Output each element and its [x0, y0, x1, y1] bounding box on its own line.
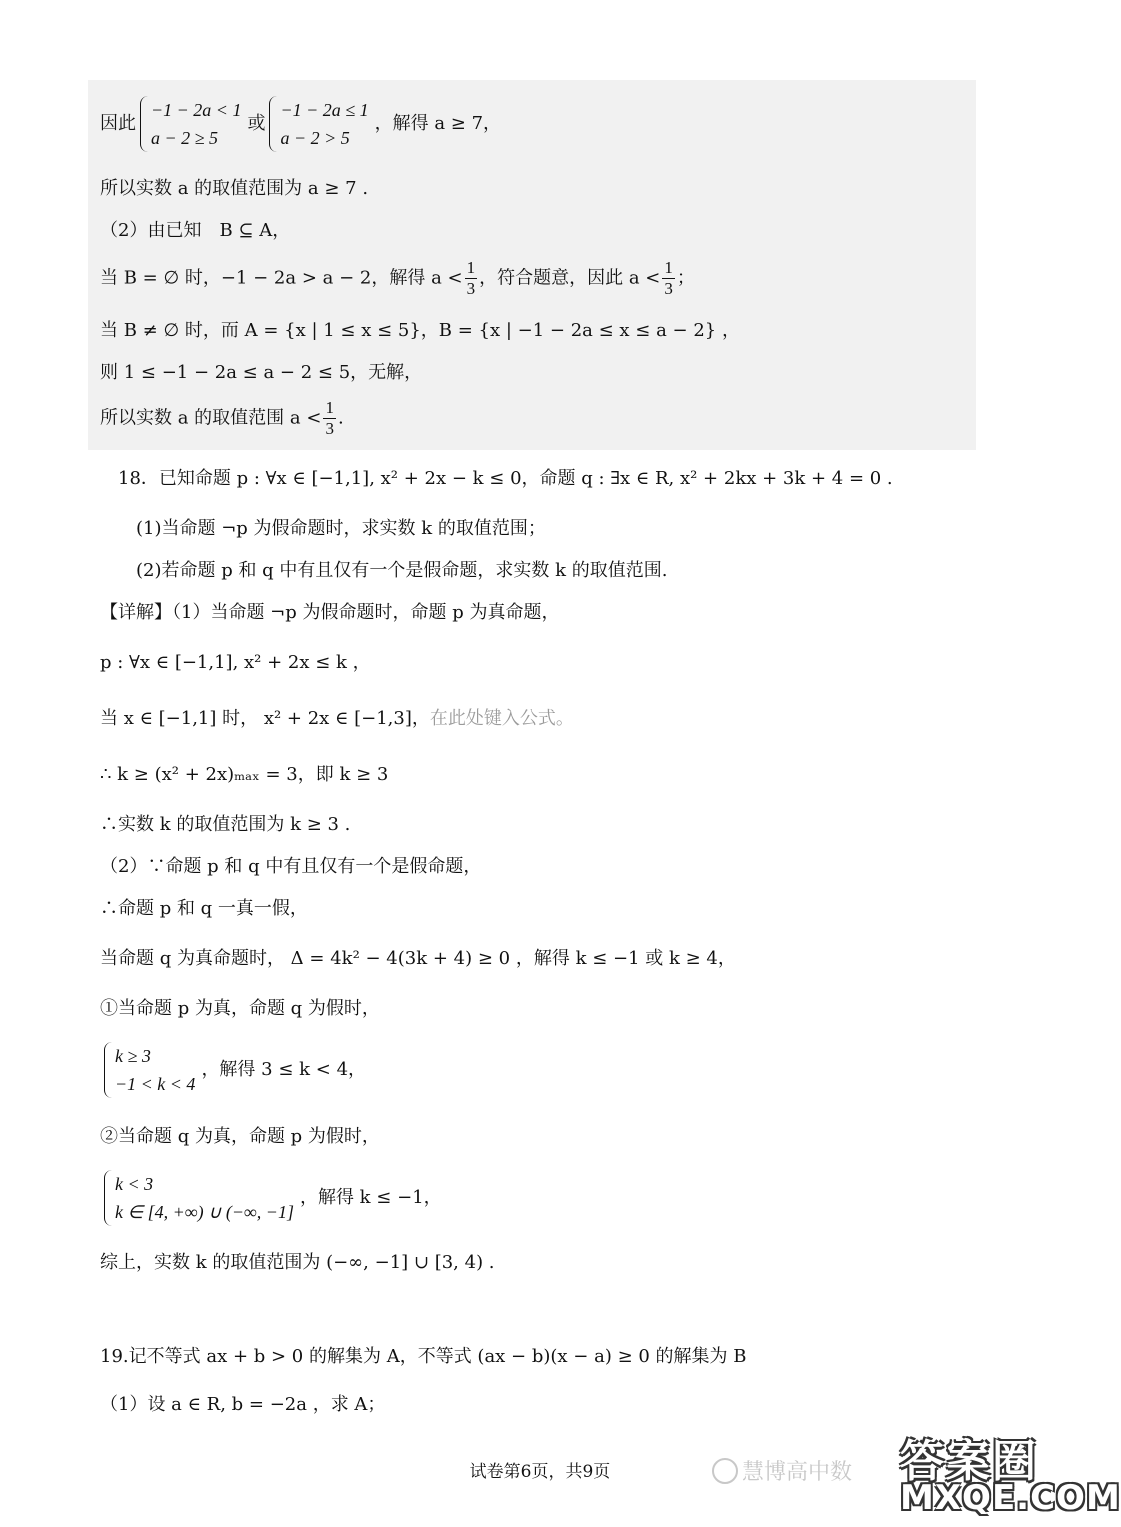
fraction-one-third: $\frac{1}{3}$ — [466, 258, 476, 298]
sol18-line-11: ②当命题 q 为真，命题 p 为假时， — [100, 1126, 380, 1147]
inequality-system-2: −1 − 2a ≤ 1 a − 2 > 5 — [269, 96, 372, 152]
inequality-system-1: −1 − 2a < 1 a − 2 ≥ 5 — [140, 96, 245, 152]
sol17-line-2: 所以实数 a 的取值范围为 a ≥ 7 . — [100, 178, 369, 199]
inequality-system-4: k < 3 k ∈ [4, +∞) ∪ (−∞, −1] — [104, 1170, 298, 1226]
sol17-line-7: 所以实数 a 的取值范围 a < $\frac{1}{3}$ . — [100, 398, 344, 438]
sol18-line-2: p : ∀x ∈ [−1,1], x² + 2x ≤ k ， — [100, 652, 371, 673]
sol18-line-10: k ≥ 3 −1 < k < 4 ，解得 3 ≤ k < 4， — [100, 1042, 366, 1098]
question-18-part-2: (2)若命题 p 和 q 中有且仅有一个是假命题，求实数 k 的取值范围. — [136, 560, 668, 581]
sol17-line-4: 当 B = ∅ 时，−1 − 2a > a − 2，解得 a < $\frac{1}{3}$ ，符合题意，因此 a < $\frac{1}{3}$ ； — [100, 258, 695, 298]
site-logo-top: 答案圈 — [900, 1436, 1038, 1487]
sol18-line-5: ∴实数 k 的取值范围为 k ≥ 3 . — [100, 814, 351, 835]
question-19-part-1: （1）设 a ∈ R, b = −2a ，求 A； — [100, 1394, 386, 1415]
fraction-one-third: $\frac{1}{3}$ — [664, 258, 673, 298]
question-18-stem: 18．已知命题 p : ∀x ∈ [−1,1], x² + 2x − k ≤ 0，命题 q : ∃x ∈ R, x² + 2kx + 3k + 4 = 0 . — [118, 468, 893, 489]
equation-placeholder-text: 在此处键入公式。 — [429, 708, 574, 729]
sol18-line-7: ∴命题 p 和 q 一真一假， — [100, 898, 308, 919]
inequality-system-3: k ≥ 3 −1 < k < 4 — [104, 1042, 199, 1098]
sol18-line-1: 【详解】（1）当命题 ¬p 为假命题时，命题 p 为真命题， — [100, 602, 560, 623]
sol18-line-13: 综上，实数 k 的取值范围为 (−∞, −1] ∪ [3, 4) . — [100, 1252, 495, 1273]
question-19-stem: 19.记不等式 ax + b > 0 的解集为 A，不等式 (ax − b)(x − a) ≥ 0 的解集为 B — [100, 1346, 747, 1367]
sol18-line-12: k < 3 k ∈ [4, +∞) ∪ (−∞, −1] ，解得 k ≤ −1， — [100, 1170, 442, 1226]
sol18-line-4: ∴ k ≥ (x² + 2x)ₘₐₓ = 3，即 k ≥ 3 — [100, 764, 389, 785]
sol18-line-8: 当命题 q 为真命题时， Δ = 4k² − 4(3k + 4) ≥ 0 ，解得 k ≤ −1 或 k ≥ 4， — [100, 948, 736, 969]
sol18-line-3: 当 x ∈ [−1,1] 时， x² + 2x ∈ [−1,3]，在此处键入公式。 — [100, 708, 574, 729]
wechat-icon — [712, 1458, 738, 1484]
watermark-text: 慧博高中数 — [742, 1460, 853, 1485]
sol17-line-1: 因此 −1 − 2a < 1 a − 2 ≥ 5 或 −1 − 2a ≤ 1 a − 2 > 5 ，解得 a ≥ 7， — [100, 96, 501, 152]
question-18-part-1: (1)当命题 ¬p 为假命题时，求实数 k 的取值范围； — [136, 518, 546, 539]
page-footer: 试卷第6页，共9页 — [469, 1462, 611, 1482]
sol18-line-9: ①当命题 p 为真，命题 q 为假时， — [100, 998, 380, 1019]
sol17-line-5: 当 B ≠ ∅ 时，而 A = {x | 1 ≤ x ≤ 5}，B = {x | −1 − 2a ≤ x ≤ a − 2} ， — [100, 320, 740, 341]
sol17-line-6: 则 1 ≤ −1 − 2a ≤ a − 2 ≤ 5，无解， — [100, 362, 423, 383]
sol18-line-6: （2）∵命题 p 和 q 中有且仅有一个是假命题， — [100, 856, 482, 877]
site-logo-bottom: MXQE.COM — [900, 1478, 1121, 1518]
fraction-one-third: $\frac{1}{3}$ — [325, 398, 334, 438]
sol17-line-3: （2）由已知 B ⊆ A， — [100, 220, 291, 241]
